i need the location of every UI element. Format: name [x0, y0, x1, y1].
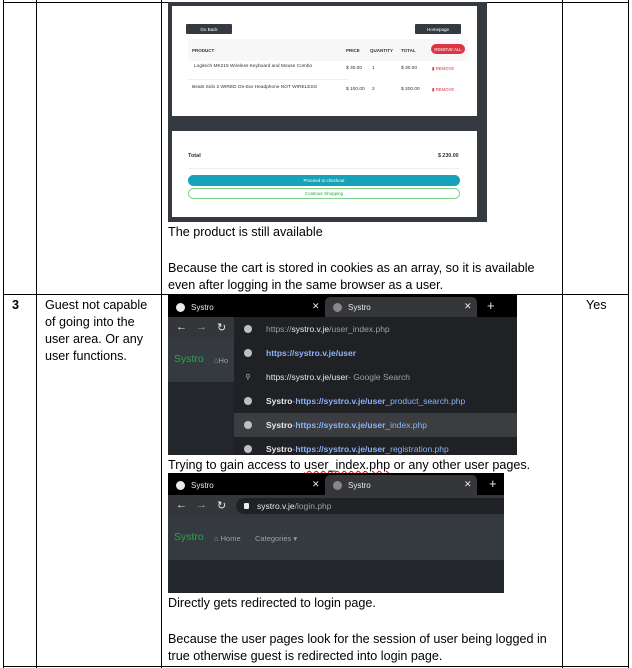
globe-icon: [244, 349, 252, 357]
cart-item-total: $ 200.00: [401, 87, 420, 92]
suggestion-item[interactable]: https:// systro.v.je /user_index.php: [234, 317, 517, 341]
proceed-to-checkout-button[interactable]: Proceed to checkout: [188, 175, 460, 186]
globe-icon: [244, 397, 252, 405]
nav-home-link[interactable]: ⌂ Home: [214, 534, 241, 543]
test-number: 3: [12, 298, 20, 312]
globe-icon: [244, 421, 252, 429]
site-navbar: [168, 517, 504, 560]
row3-caption-1: Trying to gain access to user_index.php or any other user pages.: [168, 458, 531, 472]
header-product: PRODUCT: [192, 48, 215, 53]
row2-result-text: The product is still available: [168, 225, 323, 239]
browser-login-redirect-screenshot: [168, 473, 504, 593]
cart-table-header: [188, 39, 468, 61]
trash-icon: ▮: [432, 87, 435, 92]
browser-tab[interactable]: Systro: [168, 475, 318, 495]
row3-reason-text: Because the user pages look for the session of user being logged in true otherwise guest is redirected into login page.: [168, 632, 547, 663]
cart-item-price: $ 30.00: [346, 66, 363, 71]
table-column-divider: [36, 0, 37, 668]
trash-icon: ▮: [432, 66, 435, 71]
site-brand[interactable]: Systro: [174, 353, 204, 365]
reload-icon[interactable]: ↻: [217, 322, 227, 334]
address-bar[interactable]: systro.v.je /login.php: [236, 498, 504, 514]
tab-bar: [168, 473, 504, 495]
back-arrow-icon[interactable]: ←: [176, 499, 187, 511]
globe-icon: [176, 303, 185, 312]
cart-total-card: [172, 131, 477, 217]
site-brand[interactable]: Systro: [174, 531, 204, 543]
close-tab-icon[interactable]: ✕: [312, 479, 320, 489]
home-icon: ⌂: [214, 534, 221, 543]
close-tab-icon[interactable]: ✕: [312, 301, 320, 311]
header-price: PRICE: [346, 48, 360, 53]
cart-item-quantity: 1: [372, 66, 375, 71]
cart-item-quantity: 2: [372, 87, 375, 92]
suggestion-item[interactable]: https://systro.v.je/user: [234, 341, 517, 365]
remove-item-button[interactable]: ▮ REMOVE: [432, 66, 455, 71]
globe-icon: [244, 325, 252, 333]
remove-all-button[interactable]: REMOVE ALL: [431, 44, 465, 54]
caret-down-icon: ▾: [293, 534, 298, 543]
cart-screenshot: [168, 2, 487, 222]
omnibox-suggestions: [234, 317, 517, 455]
homepage-button[interactable]: Homepage: [415, 24, 461, 34]
close-tab-icon[interactable]: ✕: [464, 479, 472, 489]
browser-tab-active[interactable]: Systro: [325, 475, 477, 495]
browser-tab[interactable]: Systro: [168, 297, 318, 317]
nav-categories-dropdown[interactable]: Categories ▾: [255, 534, 298, 543]
cart-item-price: $ 100.00: [346, 87, 365, 92]
forward-arrow-icon[interactable]: →: [196, 321, 207, 333]
table-column-divider: [562, 0, 563, 668]
go-back-button[interactable]: Go Back: [186, 24, 232, 34]
browser-toolbar: [168, 495, 504, 517]
back-arrow-icon[interactable]: ←: [176, 321, 187, 333]
table-column-divider: [161, 0, 162, 668]
browser-tab-active[interactable]: Systro: [325, 297, 477, 317]
globe-icon: [244, 445, 252, 453]
nav-home-link[interactable]: ⌂Ho: [214, 356, 229, 365]
home-icon: ⌂: [214, 356, 219, 365]
globe-icon: [333, 481, 342, 490]
suggestion-item[interactable]: Systro - https://systro.v.je/user _registration.php: [234, 437, 517, 455]
table-border-right: [628, 0, 629, 668]
cart-item-product: Beats Solo 2 WIRED On-Ear Headphone NOT WIRELESS: [192, 85, 317, 90]
forward-arrow-icon[interactable]: →: [196, 499, 207, 511]
lock-icon: [244, 503, 249, 509]
table-row-border: [3, 666, 629, 667]
row2-reason-text: Because the cart is stored in cookies as an array, so it is available even after logging in the same browser as a user.: [168, 261, 535, 292]
tab-bar: [168, 295, 517, 317]
cart-card: [172, 6, 477, 116]
cart-item-product: Logitech MK215 Wireless Keyboard and Mouse Combo: [194, 64, 313, 69]
suggestion-item[interactable]: Systro - https://systro.v.je/user _product_search.php: [234, 389, 517, 413]
remove-item-button[interactable]: ▮ REMOVE: [432, 87, 455, 92]
new-tab-icon[interactable]: +: [487, 298, 495, 313]
continue-shopping-button[interactable]: Continue Shopping: [188, 188, 460, 199]
total-value: $ 230.00: [438, 153, 459, 159]
globe-icon: [176, 481, 185, 490]
table-border-left: [3, 0, 4, 668]
row-divider: [188, 79, 348, 80]
suggestion-item[interactable]: ⚲ https://systro.v.je/user - Google Search: [245, 372, 410, 382]
page-body: [168, 560, 504, 593]
browser-autocomplete-screenshot: [168, 295, 517, 455]
test-description: Guest not capable of going into the user area. Or any user functions.: [45, 298, 148, 363]
header-quantity: QUANTITY: [370, 48, 393, 53]
close-tab-icon[interactable]: ✕: [464, 301, 472, 311]
header-total: TOTAL: [401, 48, 416, 53]
test-verdict: Yes: [586, 298, 607, 312]
row3-result-text: Directly gets redirected to login page.: [168, 596, 376, 610]
total-label: Total: [188, 153, 201, 159]
new-tab-icon[interactable]: +: [489, 476, 497, 491]
search-icon: ⚲: [245, 374, 251, 381]
globe-icon: [333, 303, 342, 312]
suggestion-item-selected[interactable]: Systro - https://systro.v.je/user _index.php: [234, 413, 517, 437]
cart-item-total: $ 30.00: [401, 66, 418, 71]
reload-icon[interactable]: ↻: [217, 500, 227, 512]
divider: [188, 168, 460, 169]
